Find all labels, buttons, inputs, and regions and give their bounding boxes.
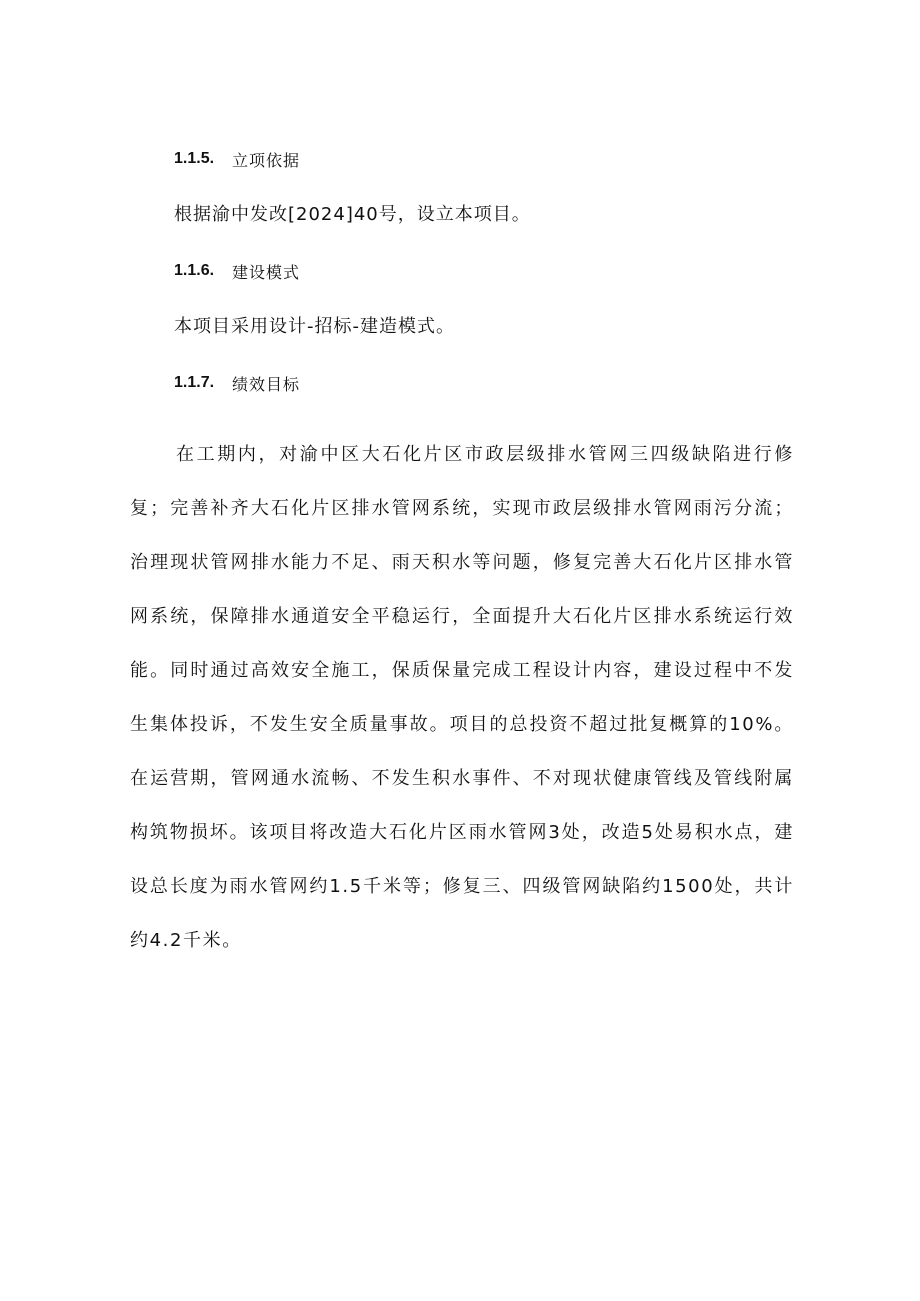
section-heading-goals xyxy=(174,370,300,396)
section-number: 1.1.5. xyxy=(174,150,215,167)
section-heading-mode xyxy=(174,258,300,284)
section-title: 立项依据 xyxy=(232,150,301,170)
section-number: 1.1.6. xyxy=(174,262,215,279)
section-title: 绩效目标 xyxy=(232,374,301,394)
section-text-mode: 本项目采用设计-招标-建造模式。 xyxy=(174,316,455,337)
section-text-goals: 在工期内，对渝中区大石化片区市政层级排水管网三四级缺陷进行修复；完善补齐大石化片区排水管网系统，实现市政层级排水管网雨污分流；治理现状管网排水能力不足、雨天积水等问题，修复完善大石化片区排水管网系统，保障排水通道安全平稳运行，全面提升大石化片区排水系统运行效能。同时通过高效安全施工，保质保量完成工程设计内容，建设过程中不发生集体投诉，不发生安全质量事故。项目的总投资不超过批复概算的10%。在运营期，管网通水流畅、不发生积水事件、不对现状健康管线及管线附属构筑物损坏。该项目将改造大石化片区雨水管网3处，改造5处易积水点，建设总长度为雨水管网约1.5千米等；修复三、四级管网缺陷约1500处，共计约4.2千米。 xyxy=(130,444,794,951)
section-number: 1.1.7. xyxy=(174,374,215,391)
section-text-basis: 根据渝中发改[2024]40号，设立本项目。 xyxy=(174,204,531,225)
section-title: 建设模式 xyxy=(232,262,301,282)
section-heading-basis xyxy=(174,146,300,172)
